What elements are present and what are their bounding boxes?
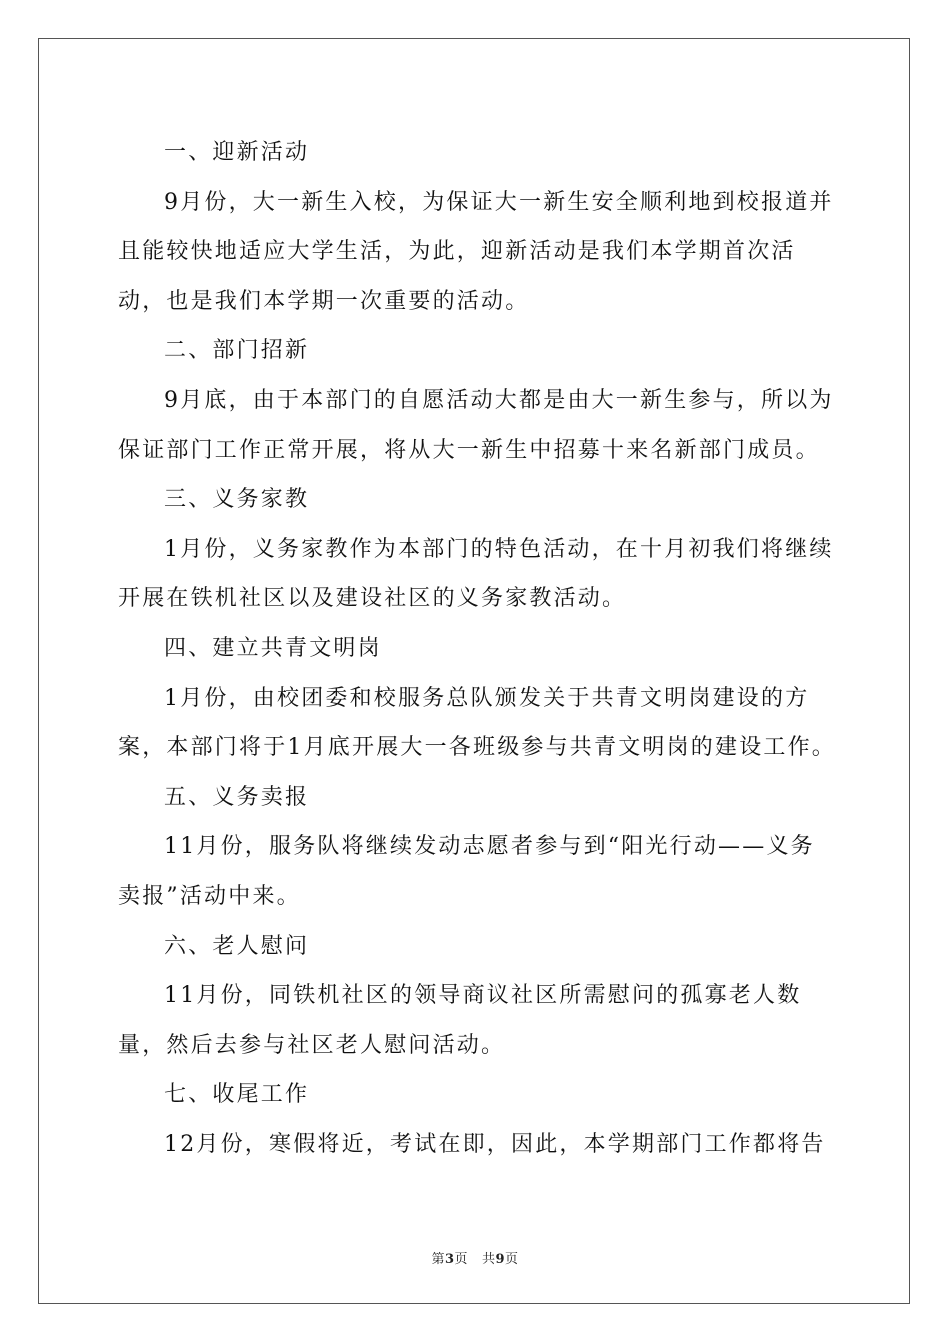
- page-label-suffix: 页: [454, 1252, 469, 1267]
- total-label-suffix: 页: [505, 1252, 519, 1267]
- section-body-5: 11月份，服务队将继续发动志愿者参与到“阳光行动——义务卖报”活动中来。: [118, 834, 815, 909]
- current-page-number: 3: [444, 1252, 455, 1267]
- section-heading-1: 一、迎新活动: [164, 140, 310, 165]
- section-body-6: 11月份，同铁机社区的领导商议社区所需慰问的孤寡老人数量，然后去参与社区老人慰问活动。: [118, 983, 802, 1058]
- section-body-3: 1月份，义务家教作为本部门的特色活动，在十月初我们将继续开展在铁机社区以及建设社区的义务家教活动。: [118, 536, 834, 612]
- page-label-prefix: 第: [431, 1252, 445, 1267]
- page-footer: [0, 1248, 950, 1267]
- section-heading-3: 三、义务家教: [164, 487, 310, 513]
- section-body-7: 12月份，寒假将近，考试在即，因此，本学期部门工作都将告: [164, 1131, 826, 1157]
- section-heading-2: 二、部门招新: [164, 338, 310, 364]
- section-heading-5: 五、义务卖报: [164, 784, 310, 810]
- section-body-4: 1月份，由校团委和校服务总队颁发关于共青文明岗建设的方案，本部门将于1月底开展大一各班级参与共青文明岗的建设工作。: [118, 685, 836, 761]
- section-heading-4: 四、建立共青文明岗: [164, 635, 382, 661]
- section-body-2: 9月底，由于本部门的自愿活动大都是由大一新生参与，所以为保证部门工作正常开展，将从大一新生中招募十来名新部门成员。: [118, 387, 834, 463]
- section-heading-7: 七、收尾工作: [164, 1082, 310, 1108]
- document-body: [118, 128, 838, 1169]
- total-page-number: 9: [495, 1252, 506, 1267]
- section-body-1: 9月份，大一新生入校，为保证大一新生安全顺利地到校报道并且能较快地适应大学生活，为此，迎新活动是我们本学期首次活动，也是我们本学期一次重要的活动。: [118, 189, 834, 314]
- section-heading-6: 六、老人慰问: [164, 933, 310, 959]
- total-label-prefix: 共: [481, 1252, 496, 1267]
